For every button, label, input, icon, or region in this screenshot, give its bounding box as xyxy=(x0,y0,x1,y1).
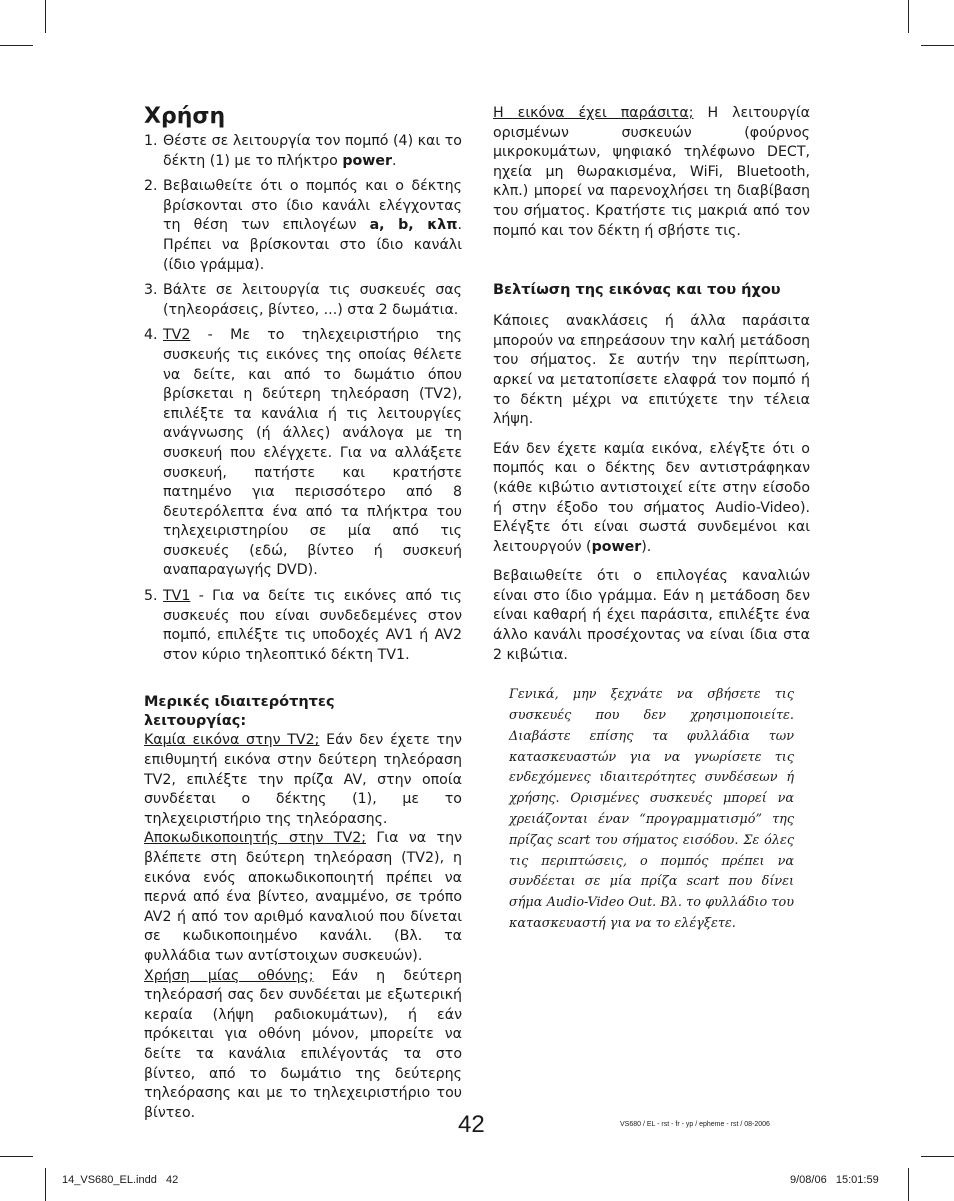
feature-text: Η λειτουργία ορισμένων συσκευών (φούρνος μικροκυμάτων, ψηφιακό τηλέφωνο DECT, ηχεία μη θωρακισμένα, WiFi, Bluetooth, κλπ.) μπορεί να παρενοχλήσει τη διαβίβαση του σήματος. Κρατήστε τις μακριά από τον πομπό και τον δέκτη ή σβήστε τις. xyxy=(493,105,810,239)
general-note: Γενικά, μην ξεχνάτε να σβήσετε τις συσκευές που δεν χρησιμοποιείτε. Διαβάστε επίσης τα φυλλάδια των κατασκευαστών για να γνωρίσετε τις ενδεχόμενες ιδιαιτερότητες συνδέσεων ή χρήσης. Ορισμένες συσκευές μπορεί να χρειάζονται έναν “προγραμματισμό” της πρίζας scart του σήματος εισόδου. Σε όλες τις περιπτώσεις, ο πομπός πρέπει να συνδέεται σε μία πρίζα scart που δίνει σήμα Audio-Video Out. Βλ. το φυλλάδιο του κατασκευαστή για να το ελέγξετε. xyxy=(509,687,794,932)
feature-decoder xyxy=(144,829,462,966)
feature-interference xyxy=(493,104,810,241)
selector-keyword: a, b, κλπ xyxy=(369,217,458,234)
step-label-tv2: TV2 xyxy=(163,327,191,344)
crop-mark xyxy=(921,45,954,46)
step-text: Βάλτε σε λειτουργία τις συσκευές σας (τηλεοράσεις, βίντεο, ...) στα 2 δωμάτια. xyxy=(163,282,462,318)
feature-label: Η εικόνα έχει παράσιτα; xyxy=(493,105,694,121)
step-number: 2. xyxy=(144,178,158,195)
improve-heading: Βελτίωση της εικόνας και του ήχου xyxy=(493,282,781,299)
document-reference: VS680 / EL - rst - fr - yp / epheme - rst / 08-2006 xyxy=(620,1121,770,1128)
power-keyword: power xyxy=(591,538,642,555)
crop-mark xyxy=(0,1156,33,1157)
step-number: 1. xyxy=(144,133,158,149)
step-text: - Για να δείτε τις εικόνες από τις συσκευές που είναι συνδεδεμένες στον πομπό, επιλέξτε τις υποδοχές AV1 ή AV2 στον κύριο τηλεοπτικό δέκτη TV1. xyxy=(163,588,462,663)
feature-text: Εάν η δεύτερη τηλεόρασή σας δεν συνδέεται με εξωτερική κεραία (λήψη ραδιοκυμάτων), ή εάν πρόκειται για οθόνη μόνον, μπορείτε να δείτε τα κανάλια επιλέγοντάς τα στο βίντεο, από το δωμάτιο της δεύτερης τηλεόρασης και με το τηλεχειριστήριο του βίντεο. xyxy=(144,967,462,1121)
crop-mark xyxy=(908,0,909,33)
indd-file-label: 14_VS680_EL.indd 42 xyxy=(62,1174,179,1186)
step-text-tail: . Πρέπει να βρίσκονται στο ίδιο κανάλι (ίδιο γράμμα). xyxy=(163,217,462,273)
print-datetime: 9/08/06 15:01:59 xyxy=(790,1174,879,1186)
step-number: 3. xyxy=(144,282,158,299)
crop-mark xyxy=(921,1156,954,1157)
improve-text: Εάν δεν έχετε καμία εικόνα, ελέγξτε ότι ο πομπός και ο δέκτης δεν αντιστράφηκαν (κάθε κιβώτιο αντιστοιχεί είτε στην είσοδο ή στην έξοδο του σήματος Audio-Video). Ελέγξτε ότι είναι σωστά συνδεμένοι και λειτουργούν ( xyxy=(493,440,810,555)
page-number: 42 xyxy=(458,1111,485,1138)
crop-mark xyxy=(45,1168,46,1201)
feature-text: Για να την βλέπετε στη δεύτερη τηλεόραση (TV2), η εικόνα ενός αποκωδικοποιητή πρέπει να περνά από ένα βίντεο, αναμμένο, σε τρόπο AV2 ή από τον αριθμό καναλιού που δίνεται σε κωδικοποιημένο κανάλι. (Βλ. τα φυλλάδια των αντίστοιχων συσκευών). xyxy=(144,830,462,964)
step-text: Θέστε σε λειτουργία τον πομπό (4) και το δέκτη (1) με το πλήκτρο xyxy=(163,133,462,169)
crop-mark xyxy=(45,0,46,33)
feature-label: Αποκωδικοποιητής στην TV2; xyxy=(144,830,366,847)
improve-text-tail: ). xyxy=(641,538,652,555)
feature-no-picture xyxy=(144,731,462,829)
feature-label: Χρήση μίας οθόνης; xyxy=(144,967,314,984)
step-5 xyxy=(144,587,462,665)
improve-paragraph-1: Κάποιες ανακλάσεις ή άλλα παράσιτα μπορούν να επηρεάσουν την καλή μετάδοση του σήματος. Σε αυτήν την περίπτωση, αρκεί να μετατοπίσετε ελαφρά τον πομπό ή το δέκτη μέχρι να επιτύχετε την τέλεια λήψη. xyxy=(493,313,810,428)
crop-mark xyxy=(0,45,33,46)
left-column xyxy=(144,104,462,1123)
feature-label: Καμία εικόνα στην TV2; xyxy=(144,732,320,749)
step-1 xyxy=(144,132,462,171)
step-label-tv1: TV1 xyxy=(163,588,191,605)
improve-paragraph-3: Βεβαιωθείτε ότι ο επιλογέας καναλιών είναι στο ίδιο γράμμα. Εάν η μετάδοση δεν είναι καθαρή ή έχει παράσιτα, επιλέξτε ένα άλλο κανάλι προσέχοντας να είναι ίδια στα 2 κιβώτια. xyxy=(493,568,810,663)
step-2 xyxy=(144,177,462,275)
right-column xyxy=(493,104,810,935)
step-number: 5. xyxy=(144,588,158,605)
step-4 xyxy=(144,326,462,581)
power-keyword: power xyxy=(342,152,392,169)
step-text: Βεβαιωθείτε ότι ο πομπός και ο δέκτης βρίσκονται στο ίδιο κανάλι ελέγχοντας τη θέση των επιλογέων xyxy=(163,178,462,234)
feature-text: Εάν δεν έχετε την επιθυμητή εικόνα στην δεύτερη τηλεόραση TV2, επιλέξτε την πρίζα AV, στην οποία συνδέεται ο δέκτης (1), με το τηλεχειριστήριο της τηλεόρασης. xyxy=(144,732,462,827)
step-number: 4. xyxy=(144,327,158,344)
steps-list xyxy=(144,132,462,665)
step-text: - Με το τηλεχειριστήριο της συσκευής τις εικόνες της οποίας θέλετε να δείτε, και από το δωμάτιο όπου βρίσκεται η δεύτερη τηλεόραση (TV2), επιλέξτε τα κανάλια ή τις λειτουργίες ανάγνωσης (ή άλλες) ανάλογα με τη συσκευή που ελέγχετε. Για να αλλάξετε συσκευή, πατήστε και κρατήστε πατημένο για περισσότερο από 8 δευτερόλεπτα ένα από τα πλήκτρα του τηλεχειριστηρίου σε μία από τις συσκευές (εδώ, βίντεο ή συσκευή αναπαραγωγής DVD). xyxy=(163,327,462,579)
step-3 xyxy=(144,281,462,320)
page-title: Χρήση xyxy=(144,104,226,129)
improve-paragraph-2 xyxy=(493,440,810,558)
feature-single-screen xyxy=(144,967,462,1124)
step-text-tail: . xyxy=(391,152,397,169)
features-heading: Μερικές ιδιαιτερότητες λειτουργίας: xyxy=(144,694,335,730)
crop-mark xyxy=(908,1168,909,1201)
